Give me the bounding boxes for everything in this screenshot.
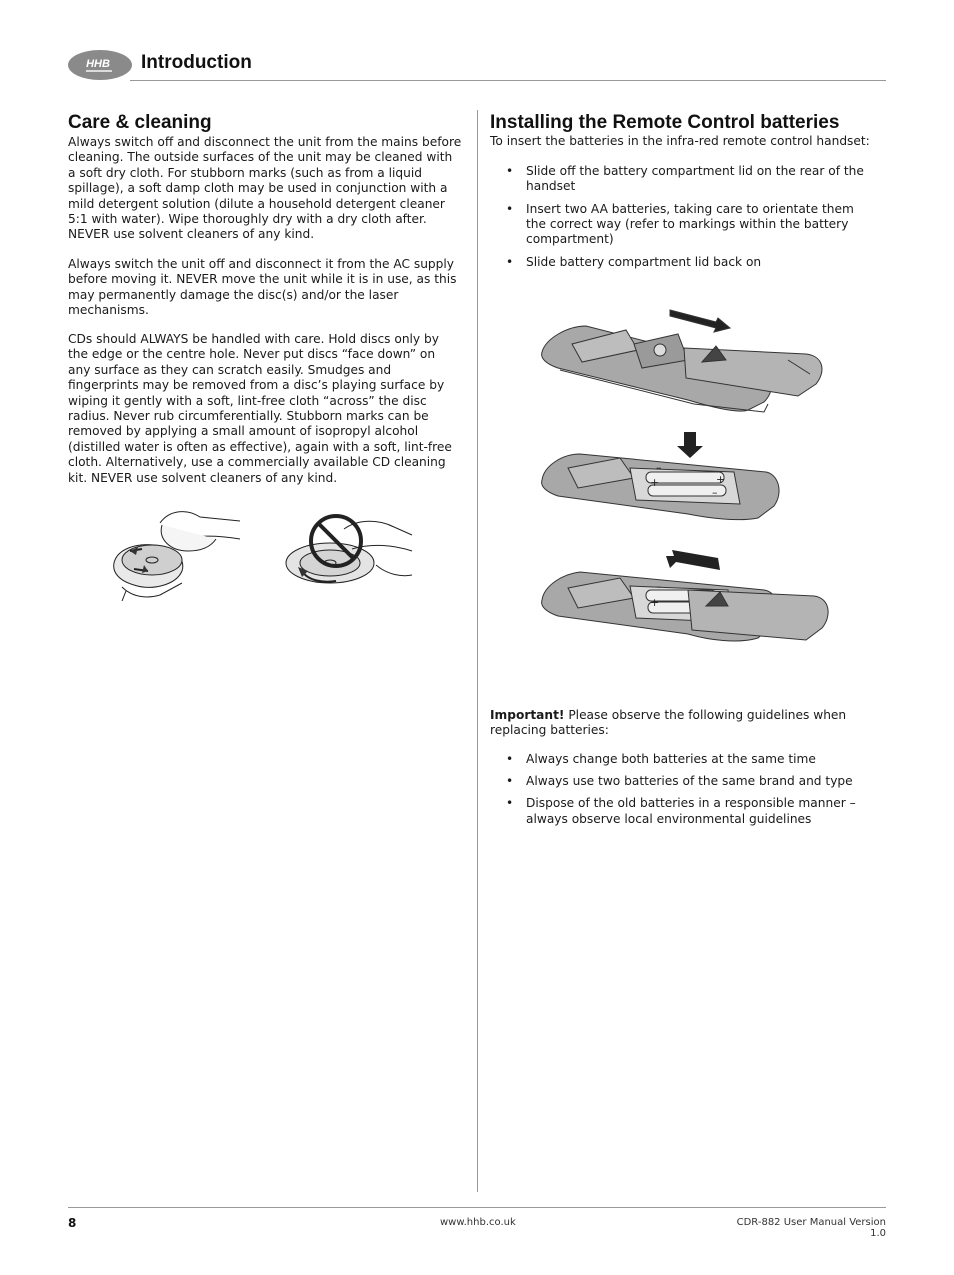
list-item bbox=[490, 752, 870, 767]
bullet: • bbox=[506, 201, 514, 216]
list-item bbox=[490, 255, 870, 270]
list-item bbox=[490, 774, 870, 789]
footer-document-title: CDR-882 User Manual Version 1.0 bbox=[736, 1217, 886, 1239]
step-text: Insert two AA batteries, taking care to orientate them the correct way (refer to markings within the battery compartment) bbox=[526, 201, 854, 247]
care-paragraph-3: CDs should ALWAYS be handled with care. Hold discs only by the edge or the centre hole. Never put discs “face down” on any surface as they can scratch easily. Smudges and fingerprints may be removed from a disc’s playing surface by wiping it gently with a soft, lint-free cloth “across” the disc radius. Never rub circumferentially. Stubborn marks can be removed by applying a small amount of isopropyl alcohol (distilled water is often as effective), again with a soft, lint-free cloth. Alternatively, use a commercially available CD cleaning kit. NEVER use solvent cleaners of any kind. bbox=[68, 332, 452, 485]
remote-lid-removal-drawing bbox=[542, 310, 822, 412]
list-item bbox=[490, 202, 870, 248]
section-title: Introduction bbox=[141, 52, 252, 73]
left-arrow-icon bbox=[666, 550, 720, 570]
battery-plus-sign: + bbox=[716, 473, 726, 486]
list-item bbox=[490, 164, 870, 195]
cd-correct-wiping-drawing bbox=[114, 512, 240, 601]
header-divider bbox=[130, 80, 886, 81]
care-paragraph-1: Always switch off and disconnect the unit from the mains before cleaning. The outside surfaces of the unit may be cleaned with a soft dry cloth. For stubborn marks (such as from a liquid spillage), a soft damp cloth may be used in conjunction with a mild detergent solution (dilute a household detergent cleaner 5:1 with water). Wipe thoroughly dry with a dry cloth after. NEVER use solvent cleaners of any kind. bbox=[68, 135, 462, 242]
battery-minus-sign: – bbox=[712, 486, 718, 499]
battery-guidelines-list bbox=[490, 752, 870, 834]
column-divider bbox=[477, 110, 478, 1192]
install-batteries-heading: Installing the Remote Control batteries bbox=[490, 112, 840, 133]
important-text: Please observe the following guidelines when replacing batteries: bbox=[490, 708, 847, 738]
down-arrow-icon bbox=[677, 432, 703, 458]
cd-handling-illustration bbox=[112, 505, 417, 601]
step-text: Slide off the battery compartment lid on the rear of the handset bbox=[526, 164, 864, 194]
bullet: • bbox=[506, 752, 514, 766]
bullet: • bbox=[506, 164, 514, 178]
install-intro: To insert the batteries in the infra-red remote control handset: bbox=[490, 134, 870, 148]
hhb-logo bbox=[68, 50, 132, 80]
install-steps-list bbox=[490, 164, 870, 277]
bullet: • bbox=[506, 774, 514, 789]
care-cleaning-heading: Care & cleaning bbox=[68, 112, 212, 133]
guideline-text: Always use two batteries of the same brand and type bbox=[526, 774, 853, 789]
footer-divider bbox=[68, 1207, 886, 1208]
step-text: Slide battery compartment lid back on bbox=[526, 254, 762, 269]
remote-battery-illustration bbox=[538, 300, 833, 668]
remote-lid-replacement-drawing bbox=[542, 572, 828, 641]
battery-plus-sign: + bbox=[650, 596, 660, 609]
svg-text:HHB: HHB bbox=[86, 58, 110, 70]
page-number: 8 bbox=[68, 1216, 77, 1230]
remote-battery-insertion-drawing bbox=[542, 454, 779, 520]
list-item bbox=[490, 796, 870, 827]
guideline-text: Always change both batteries at the same time bbox=[526, 752, 816, 766]
bullet: • bbox=[506, 796, 514, 811]
cd-wrong-wiping-drawing bbox=[286, 516, 412, 583]
important-note bbox=[490, 708, 860, 739]
battery-plus-sign: + bbox=[650, 476, 660, 489]
battery-minus-sign: – bbox=[656, 580, 662, 593]
battery-minus-sign: – bbox=[656, 461, 662, 474]
important-label: Important! bbox=[490, 708, 565, 722]
bullet: • bbox=[506, 254, 514, 269]
footer-url: www.hhb.co.uk bbox=[440, 1217, 516, 1228]
guideline-text: Dispose of the old batteries in a responsible manner – always observe local environmental guidelines bbox=[526, 796, 856, 826]
care-paragraph-2: Always switch the unit off and disconnect it from the AC supply before moving it. NEVER move the unit while it is in use, as this may permanently damage the disc(s) and/or the laser mechanisms. bbox=[68, 257, 457, 318]
